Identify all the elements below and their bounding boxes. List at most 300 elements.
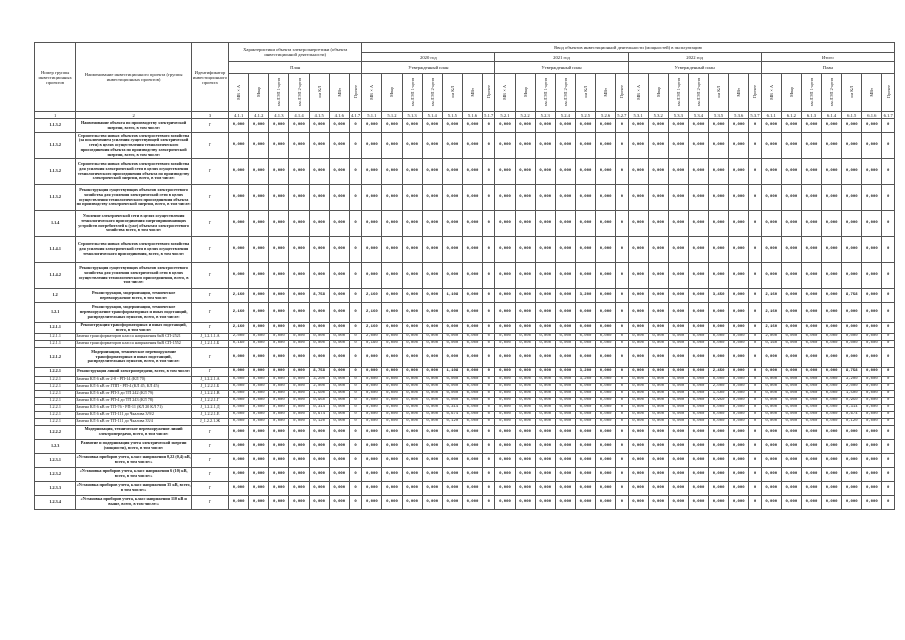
row-value: 0,000 [515,481,535,495]
column-number: 5.3.3 [668,112,688,119]
row-value: 0,000 [575,340,595,347]
row-value: 0,000 [329,340,349,347]
row-value: 2,160 [362,289,382,303]
row-value: 0,000 [648,303,668,323]
row-value: 0,000 [761,159,781,185]
row-value: 0,000 [515,425,535,439]
row-value: 0,000 [688,211,708,237]
header-commissioning: Ввод объектов инвестиционной деятельности (мощностей) в эксплуатацию [362,43,895,53]
row-value: 0,000 [822,159,842,185]
row-value: 0,000 [402,263,422,289]
row-number: 1.2.2.1 [35,390,76,397]
row-value: 0,000 [329,390,349,397]
row-value: 0,000 [781,397,801,404]
row-value: 0,000 [781,347,801,367]
row-value: 0 [616,411,628,418]
row-value: 0,000 [515,289,535,303]
row-value: 0,000 [842,467,862,481]
unit-header-label: Прочее [353,85,359,99]
row-value: 0,000 [862,376,882,383]
row-number: 1.2.2.1 [35,418,76,425]
row-value: 0,000 [688,119,708,133]
row-value: 0,000 [842,237,862,263]
row-value: 0,000 [688,185,708,211]
row-value: 0,000 [555,404,575,411]
row-value: 0,000 [596,340,616,347]
row-number: 1.2.1.1 [35,340,76,347]
row-value: 0 [349,347,361,367]
row-value: 0,000 [535,263,555,289]
row-name: «Установка приборов учета, класс напряжения 6 (10) кВ, всего, в том числе:» [76,467,192,481]
row-value: 0 [483,495,495,509]
row-value: 0,000 [515,404,535,411]
row-value: 0,000 [596,411,616,418]
row-value: 0,000 [628,383,648,390]
row-identifier: Г [191,211,228,237]
row-value: 0,000 [688,453,708,467]
row-value: 0,000 [668,367,688,376]
column-number: 4.1.5 [309,112,329,119]
row-value: 0,000 [402,418,422,425]
row-value: 0,000 [535,390,555,397]
row-value: 0,000 [761,411,781,418]
header-approved-2022: Утвержденный план [628,62,761,74]
row-value: 0,000 [269,333,289,340]
row-value: 0,000 [781,367,801,376]
row-value: 0,000 [801,418,821,425]
unit-header [349,74,361,112]
row-value: 0,000 [648,119,668,133]
row-value: 0 [616,453,628,467]
table-row [35,453,895,467]
row-value: 0,000 [709,404,729,411]
row-name: Строительство новых объектов электросетевого хозяйства для усиления электрической сети в целях осуществления технологического присоединения объекта по производству электрической энергии, всего, в том числе: [76,159,192,185]
row-value: 0,000 [515,133,535,159]
row-value: 0 [749,418,761,425]
row-value: 0,000 [402,119,422,133]
row-value: 0,000 [249,133,269,159]
row-number: 1.1.4.2 [35,263,76,289]
row-value: 0 [483,263,495,289]
row-value: 0 [616,119,628,133]
unit-header [575,74,595,112]
row-value: 0 [749,289,761,303]
row-value: 0,000 [822,390,842,397]
row-value: 0,000 [688,495,708,509]
row-value: 0,000 [822,323,842,334]
row-value: 0 [483,119,495,133]
header-plan-total: План [761,62,894,74]
row-value: 0,000 [402,376,422,383]
row-value: 0,000 [249,333,269,340]
row-value: 0,000 [535,495,555,509]
row-value: 0,000 [362,390,382,397]
row-value: 0,000 [249,418,269,425]
row-value: 0,000 [709,453,729,467]
unit-header [882,74,895,112]
row-value: 0,000 [842,453,862,467]
row-value: 0,000 [628,263,648,289]
row-value: 0,000 [596,185,616,211]
column-number: 6.1.2 [781,112,801,119]
row-value: 0,000 [329,159,349,185]
row-value: 0,000 [515,367,535,376]
row-value: 0,000 [729,323,749,334]
row-value: 0,000 [822,397,842,404]
row-value: 0,000 [382,411,402,418]
row-value: 0,000 [515,439,535,453]
row-value: 0,000 [862,323,882,334]
table-row [35,481,895,495]
row-value: 0,000 [382,383,402,390]
row-value: 0 [616,333,628,340]
row-value: 0,000 [709,495,729,509]
row-value: 0,000 [442,323,462,334]
row-value: 0,000 [402,237,422,263]
column-number: 4.1.4 [289,112,309,119]
row-value: 0,000 [801,425,821,439]
row-value: 0 [749,453,761,467]
row-value: 0,000 [495,323,515,334]
row-value: 0,000 [709,263,729,289]
row-value: 0,000 [329,185,349,211]
row-value: 0,000 [781,133,801,159]
row-value: 0,000 [422,481,442,495]
row-value: 0,000 [269,425,289,439]
column-number: 6.1.3 [801,112,821,119]
row-value: 0,000 [761,211,781,237]
row-value: 0,000 [422,439,442,453]
row-value: 0,000 [515,333,535,340]
row-value: 0,000 [249,303,269,323]
row-value: 0 [616,263,628,289]
column-number: 6.1.5 [842,112,862,119]
row-value: 0,000 [495,289,515,303]
row-value: 0,000 [309,133,329,159]
row-value: 0,000 [535,119,555,133]
row-value: 0 [882,263,895,289]
row-value: 0 [882,404,895,411]
row-value: 0 [616,376,628,383]
row-value: 0,000 [289,323,309,334]
column-number: 6.1.6 [862,112,882,119]
row-value: 0 [749,237,761,263]
row-value: 0,000 [628,303,648,323]
row-value: 0,000 [801,289,821,303]
row-value: 0,000 [402,411,422,418]
row-value: 0,000 [729,495,749,509]
row-identifier: Г [191,495,228,509]
row-value: 0,000 [495,367,515,376]
row-value: 0,000 [596,390,616,397]
row-value: 0,000 [781,439,801,453]
row-value: 0,000 [229,390,249,397]
row-value: 0,000 [289,495,309,509]
row-value: 0,000 [362,367,382,376]
column-number: 5.3.1 [628,112,648,119]
row-value: 0,000 [668,333,688,340]
row-value: 0,000 [382,404,402,411]
row-value: 0,000 [495,411,515,418]
row-value: 0,000 [382,453,402,467]
row-value: 0,000 [535,376,555,383]
row-value: 2,160 [761,323,781,334]
row-value: 0 [483,303,495,323]
row-value: 0,000 [495,467,515,481]
row-value: 0,000 [229,453,249,467]
row-value: 0,000 [668,303,688,323]
row-value: 0 [349,185,361,211]
row-value: 0,000 [535,397,555,404]
row-value: 0,000 [862,439,882,453]
row-value: 0 [882,347,895,367]
row-value: 0,000 [289,119,309,133]
row-value: 0,000 [575,418,595,425]
row-value: 0,000 [462,185,482,211]
row-value: 0,000 [555,376,575,383]
row-value: 0,000 [688,323,708,334]
row-value: 0,000 [648,159,668,185]
unit-header [749,74,761,112]
row-value: 0,950 [309,397,329,404]
unit-header-label: Мвар [655,87,661,97]
row-value: 0,000 [249,453,269,467]
row-value: 0,000 [442,185,462,211]
row-value: 0,000 [362,425,382,439]
row-name: «Установка приборов учета, класс напряжения 110 кВ и выше, всего, в том числе:» [76,495,192,509]
row-value: 0,000 [862,237,882,263]
unit-header-label: Мвар [788,87,794,97]
table-row [35,347,895,367]
row-value: 0,000 [781,411,801,418]
row-value: 0 [349,390,361,397]
row-value: 0,000 [781,263,801,289]
row-value: 0,000 [596,383,616,390]
row-value: 0 [882,303,895,323]
row-value: 0,000 [729,133,749,159]
row-value: 0,000 [842,439,862,453]
row-value: 0,000 [269,289,289,303]
row-value: 0,000 [362,418,382,425]
row-value: 0,000 [575,495,595,509]
row-value: 0 [616,367,628,376]
row-value: 0,000 [842,159,862,185]
row-value: 0,000 [628,453,648,467]
row-value: 0,000 [862,133,882,159]
row-value: 0 [483,347,495,367]
row-value: 0,000 [781,333,801,340]
row-value: 0,000 [729,367,749,376]
row-value: 0,000 [269,439,289,453]
row-value: 0,000 [422,383,442,390]
row-value: 0,000 [801,495,821,509]
row-value: 0,000 [402,367,422,376]
row-value: 0 [749,383,761,390]
row-value: 0,000 [289,367,309,376]
row-value: 0,000 [495,340,515,347]
row-value: 0,000 [249,185,269,211]
unit-header [761,74,781,112]
row-value: 0,000 [729,159,749,185]
row-value: 0,000 [422,333,442,340]
row-value: 0,000 [229,467,249,481]
row-value: 0,000 [648,323,668,334]
row-value: 0 [349,159,361,185]
row-value: 0,000 [596,439,616,453]
row-value: 0,000 [535,333,555,340]
row-value: 0,000 [862,453,882,467]
row-value: 0,000 [648,481,668,495]
row-value: 0,000 [362,263,382,289]
row-value: 0,000 [309,323,329,334]
row-value: 0,000 [442,439,462,453]
unit-header-label: МВ×А [635,84,641,100]
row-value: 0,000 [309,347,329,367]
row-value: 0,000 [668,376,688,383]
unit-header [535,74,555,112]
row-value: 0,000 [842,495,862,509]
row-value: 0,000 [535,289,555,303]
row-value: 0,000 [781,211,801,237]
row-value: 0,000 [422,237,442,263]
row-value: 0 [483,376,495,383]
row-value: 0,000 [688,133,708,159]
row-value: 0,000 [596,263,616,289]
row-value: 0,000 [289,404,309,411]
row-value: 0,000 [402,133,422,159]
row-value: 0,000 [442,303,462,323]
row-value: 0 [349,133,361,159]
row-value: 0,000 [668,211,688,237]
row-value: 0,000 [269,159,289,185]
column-number: 5.3.4 [688,112,708,119]
row-value: 0,000 [628,397,648,404]
row-value: 0,000 [402,453,422,467]
row-value: 0,000 [462,495,482,509]
row-value: 8,758 [309,289,329,303]
row-value: 0 [349,340,361,347]
row-value: 0,000 [289,333,309,340]
row-value: 0,000 [309,439,329,453]
row-value: 0,000 [462,159,482,185]
table-row [35,211,895,237]
row-value: 0,000 [801,404,821,411]
row-identifier: J_1.2.2.1.Г [191,397,228,404]
row-value: 0,000 [329,495,349,509]
column-number: 5.3.6 [729,112,749,119]
row-value: 0,000 [628,404,648,411]
row-value: 0 [349,367,361,376]
row-value: 0,000 [822,453,842,467]
row-value: 0,000 [422,467,442,481]
row-value: 0,000 [329,323,349,334]
row-identifier: Г [191,119,228,133]
row-value: 0,000 [688,159,708,185]
row-value: 2,000 [709,383,729,390]
row-value: 0,000 [648,340,668,347]
unit-header [862,74,882,112]
row-name: Усиление электрической сети в целях осуществления технологического присоединения энергопринимающих устройств потребителей к (уже) объектам электросетевого хозяйства всего, в том числе: [76,211,192,237]
row-value: 0,000 [442,495,462,509]
row-value: 0,000 [862,119,882,133]
row-value: 2,160 [362,323,382,334]
unit-header-label: МВт [869,87,875,97]
row-value: 0 [749,481,761,495]
row-name: Реконструкция трансформаторных и иных подстанций, всего, в том числе: [76,323,192,334]
row-value: 0,000 [462,411,482,418]
row-value: 0 [483,390,495,397]
row-value: 0,000 [801,439,821,453]
row-value: 0,000 [648,133,668,159]
row-value: 0,000 [862,333,882,340]
row-value: 0,000 [402,425,422,439]
row-value: 0,000 [329,289,349,303]
row-value: 0,000 [555,418,575,425]
row-value: 0 [749,404,761,411]
row-value: 0,000 [628,467,648,481]
row-value: 0,000 [269,237,289,263]
column-number: 5.2.4 [555,112,575,119]
row-value: 0,000 [442,133,462,159]
unit-header-label: МВ×А [502,84,508,100]
row-value: 0,000 [309,453,329,467]
row-value: 0,000 [442,347,462,367]
row-name: Замена КЛ 6 кВ от ТП-76 - РП-11 (КЛ 20 КЛ 71) [76,404,192,411]
row-value: 0 [749,347,761,367]
row-value: 0 [616,390,628,397]
row-value: 0,000 [289,159,309,185]
row-number: 1.2.3.3 [35,481,76,495]
row-value: 0,000 [648,425,668,439]
row-value: 0,000 [229,185,249,211]
row-value: 0,000 [422,347,442,367]
unit-header-label: км ЛЭП 1-цепн [808,77,814,107]
row-name: Замена трансформаторов класса напряжения 6кВ СП-2521 [76,333,192,340]
row-value: 0,000 [515,159,535,185]
row-value: 0,000 [575,333,595,340]
row-value: 0,000 [289,303,309,323]
row-value: 0,000 [648,367,668,376]
row-value: 0,000 [362,383,382,390]
row-value: 0,000 [688,411,708,418]
row-value: 0,000 [555,367,575,376]
row-value: 0,000 [329,453,349,467]
row-value: 0,000 [442,481,462,495]
row-value: 0,000 [462,481,482,495]
unit-header-label: км ЛЭП 1-цепн [675,77,681,107]
row-value: 0,000 [422,390,442,397]
row-value: 0 [483,333,495,340]
row-value: 0,000 [668,323,688,334]
row-value: 0,000 [249,159,269,185]
row-number: 1.2.1 [35,303,76,323]
row-number: 1.2.1.1 [35,333,76,340]
row-value: 0,000 [781,425,801,439]
row-value: 0,000 [462,289,482,303]
row-value: 0,000 [555,467,575,481]
row-value: 0,000 [382,347,402,367]
row-value: 1,500 [842,390,862,397]
row-value: 0 [882,119,895,133]
row-value: 0,000 [596,397,616,404]
row-value: 0,000 [362,411,382,418]
row-value: 0,000 [495,439,515,453]
row-value: 0,000 [648,289,668,303]
row-value: 0,000 [229,404,249,411]
column-number: 5.1.5 [442,112,462,119]
unit-header [515,74,535,112]
row-value: 0,000 [862,211,882,237]
